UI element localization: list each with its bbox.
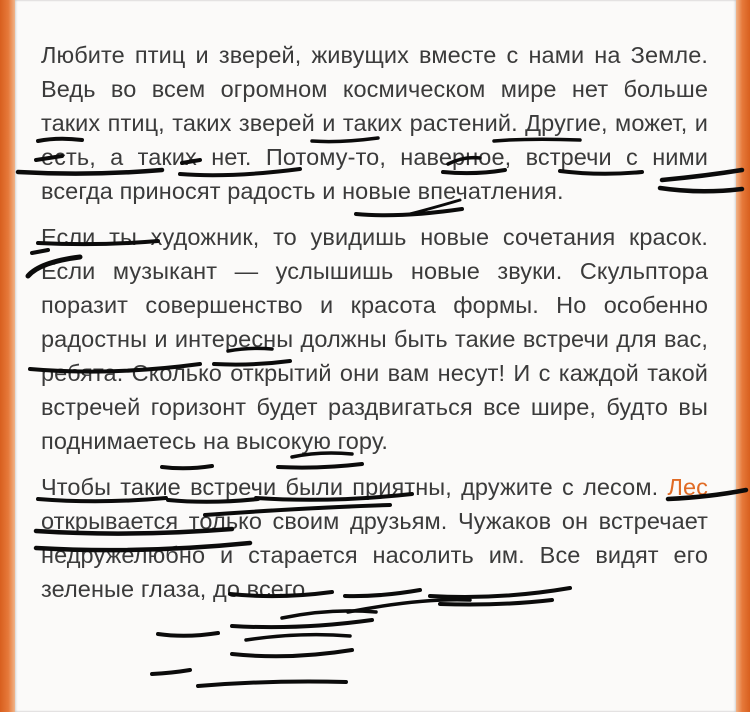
paragraph-3-end: открывается только своим друзьям. Чужаков он встречает недружелюбно и старается насолить им. Все видят его зеленые глаза, до всего [41, 508, 708, 602]
left-border-frame [0, 0, 15, 712]
highlighted-word-les: Лес [667, 474, 708, 500]
document-page[interactable] [15, 0, 736, 712]
paragraph-3-start: Чтобы такие встречи были приятны, дружите с лесом. [41, 474, 668, 500]
right-border-frame [736, 0, 750, 712]
paragraph-2: Если ты художник, то увидишь новые сочетания красок. Если музыкант — услышишь новые звуки. Скульптора поразит совершенство и красота формы. Но особенно радостны и интересны должны быть такие встречи для вас, ребята. Сколько открытий они вам несут! И с каждой такой встречей горизонт будет раздвигаться все шире, будто вы поднимаетесь на высокую гору. [41, 224, 708, 454]
paragraph-1: Любите птиц и зверей, живущих вместе с нами на Земле. Ведь во всем огромном космическом мире нет больше таких птиц, таких зверей и таких растений. Другие, может, и есть, а таких нет. Потому-то, наверное, встречи с ними всегда приносят радость и новые впечатления. [41, 42, 708, 204]
document-text [41, 38, 708, 606]
paragraph-3 [41, 470, 708, 606]
